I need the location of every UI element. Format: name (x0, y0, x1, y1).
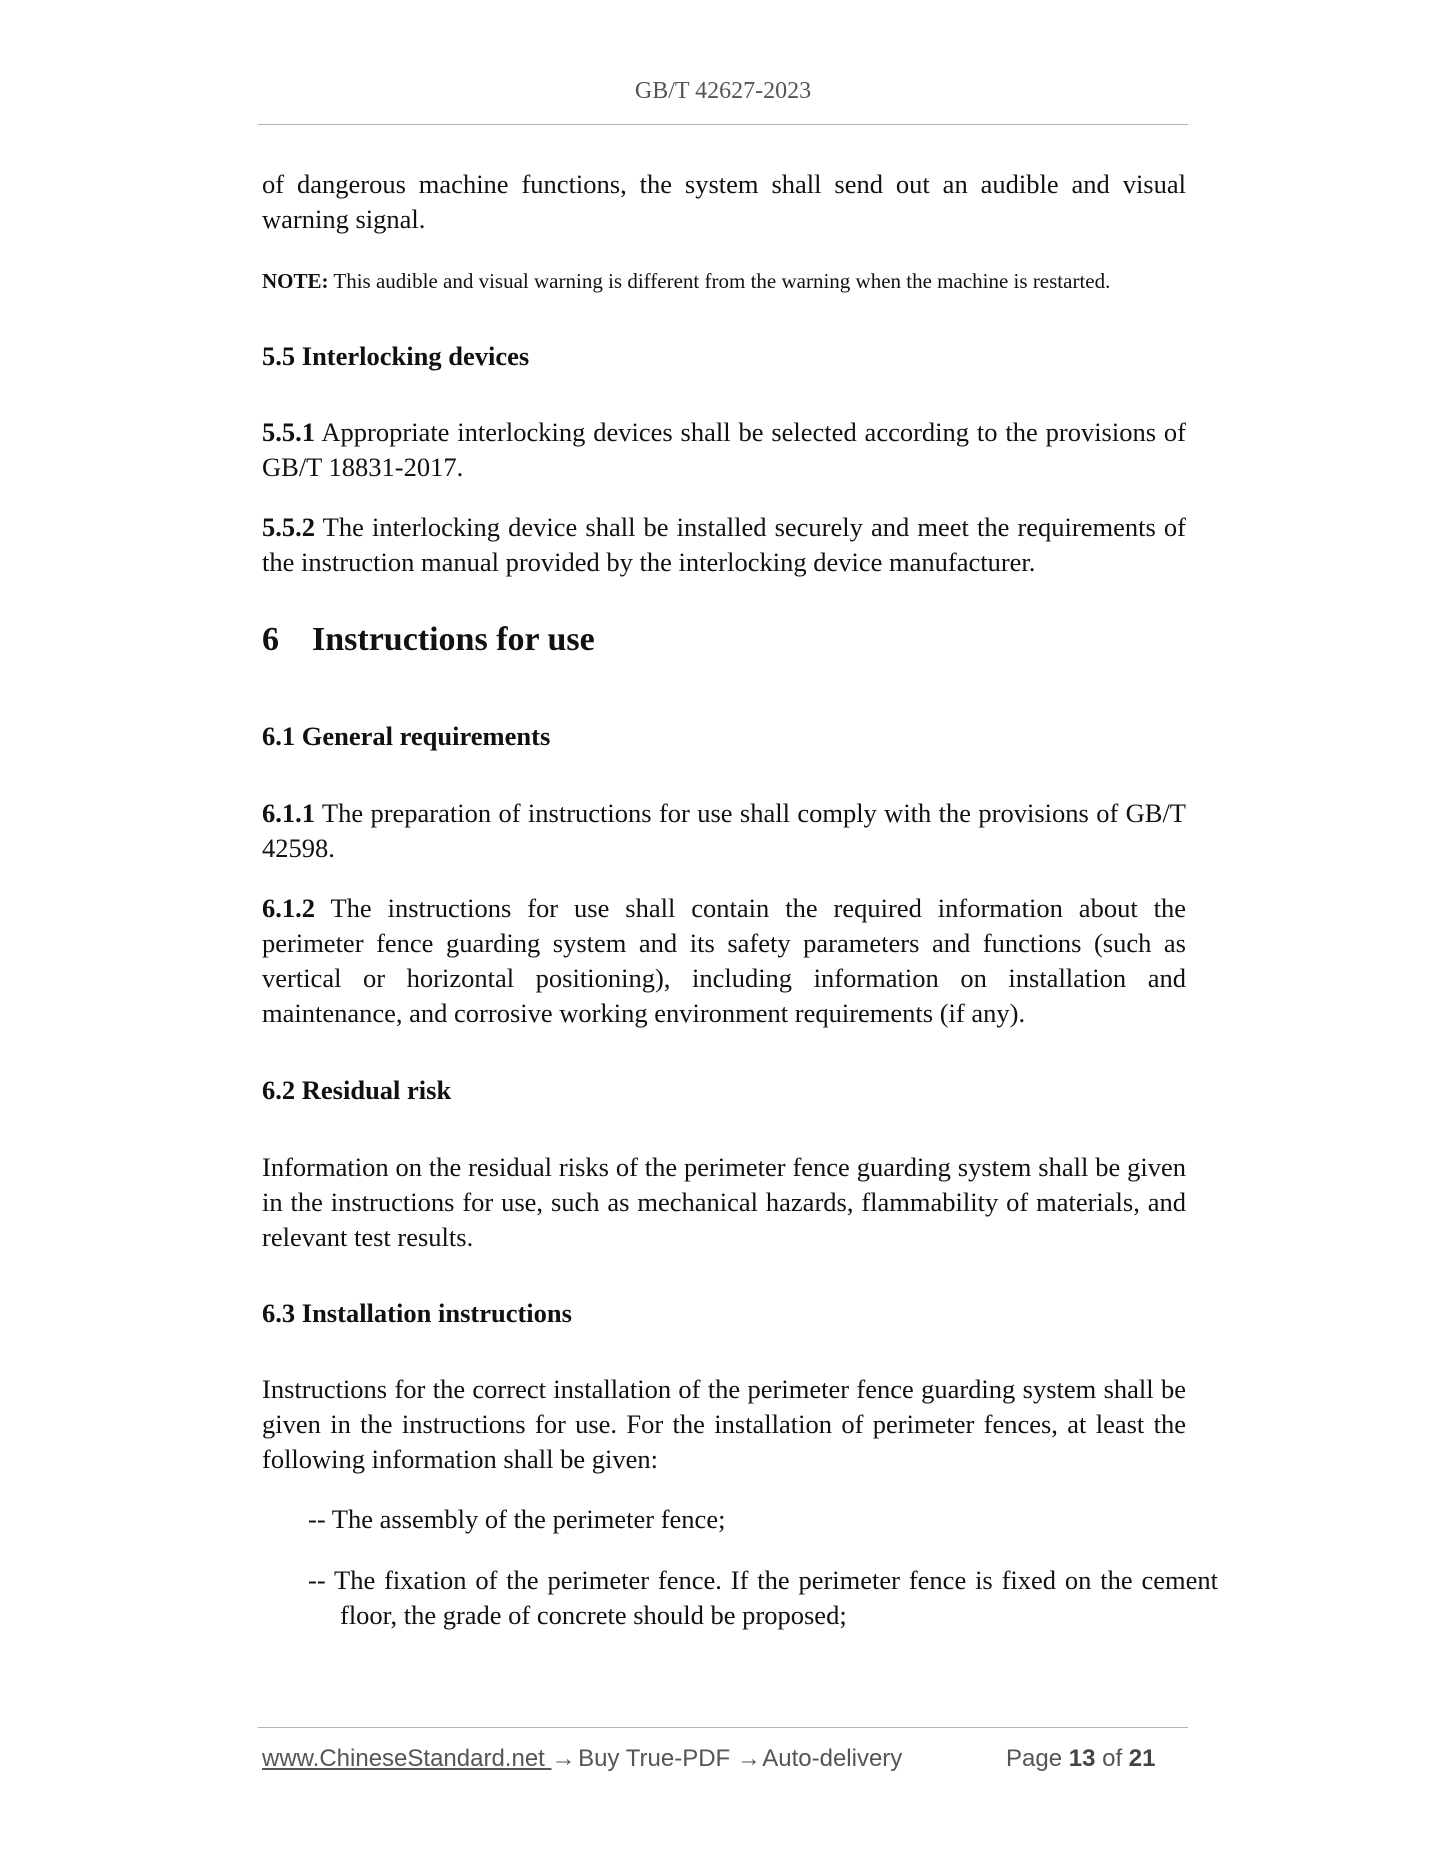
chinese-standard-link[interactable]: www.ChineseStandard.net (262, 1745, 552, 1772)
clause-text: The preparation of instructions for use shall comply with the provisions of GB/T 42598. (262, 798, 1186, 863)
continued-paragraph: of dangerous machine functions, the system shall send out an audible and visual warning signal. (262, 169, 1186, 234)
arrow-right-icon: → (551, 1745, 576, 1772)
clause-6-1-1 (262, 796, 1186, 866)
section-5-5-heading: 5.5 Interlocking devices (262, 341, 530, 371)
of-label: of (1102, 1745, 1123, 1772)
header-divider (258, 124, 1188, 125)
clause-number: 6.1.2 (262, 893, 315, 923)
auto-delivery-text: Auto-delivery (762, 1745, 903, 1772)
section-6-1-heading: 6.1 General requirements (262, 721, 551, 751)
clause-text: Appropriate interlocking devices shall be selected according to the provisions of GB/T 18831-2017. (262, 417, 1186, 482)
installation-paragraph: Instructions for the correct installation of the perimeter fence guarding system shall be given in the instructions for use. For the installation of perimeter fences, at least the following information shall be given: (262, 1374, 1186, 1474)
note-text: This audible and visual warning is different from the warning when the machine is restarted. (328, 269, 1111, 293)
total-page-count: 21 (1128, 1745, 1156, 1772)
list-item: -- The assembly of the perimeter fence; (308, 1504, 726, 1534)
footer-divider (258, 1727, 1188, 1728)
clause-number: 6.1.1 (262, 798, 315, 828)
arrow-right-icon: → (736, 1745, 761, 1772)
note-label: NOTE: (262, 269, 329, 293)
note (262, 267, 1186, 295)
section-6-2-heading: 6.2 Residual risk (262, 1075, 452, 1105)
section-6-3-heading: 6.3 Installation instructions (262, 1298, 572, 1328)
buy-true-pdf-text: Buy True-PDF (578, 1745, 731, 1772)
clause-text: The interlocking device shall be installed securely and meet the requirements of the instruction manual provided by the interlocking device manufacturer. (262, 512, 1186, 577)
page-number-indicator (1006, 1745, 1156, 1773)
clause-number: 5.5.1 (262, 417, 315, 447)
section-6-heading (262, 622, 1186, 657)
clause-6-1-2 (262, 891, 1186, 1031)
clause-text: The instructions for use shall contain the required information about the perimeter fence guarding system and its safety parameters and functions (such as vertical or horizontal positioning), including information on installation and maintenance, and corrosive working environment requirements (if any). (262, 893, 1186, 1028)
clause-number: 5.5.2 (262, 512, 315, 542)
section-number: 6 (262, 621, 279, 658)
current-page-number: 13 (1068, 1745, 1096, 1772)
clause-5-5-2 (262, 510, 1186, 580)
footer-links (262, 1745, 902, 1773)
clause-5-5-1 (262, 415, 1186, 485)
section-title: Instructions for use (312, 621, 595, 658)
page-label: Page (1006, 1745, 1063, 1772)
list-item: -- The fixation of the perimeter fence. If the perimeter fence is fixed on the cement floor, the grade of concrete should be proposed; (308, 1565, 1218, 1630)
page-header-title: GB/T 42627-2023 (634, 78, 812, 104)
residual-risk-paragraph: Information on the residual risks of the perimeter fence guarding system shall be given in the instructions for use, such as mechanical hazards, flammability of materials, and relevant test results. (262, 1152, 1186, 1252)
